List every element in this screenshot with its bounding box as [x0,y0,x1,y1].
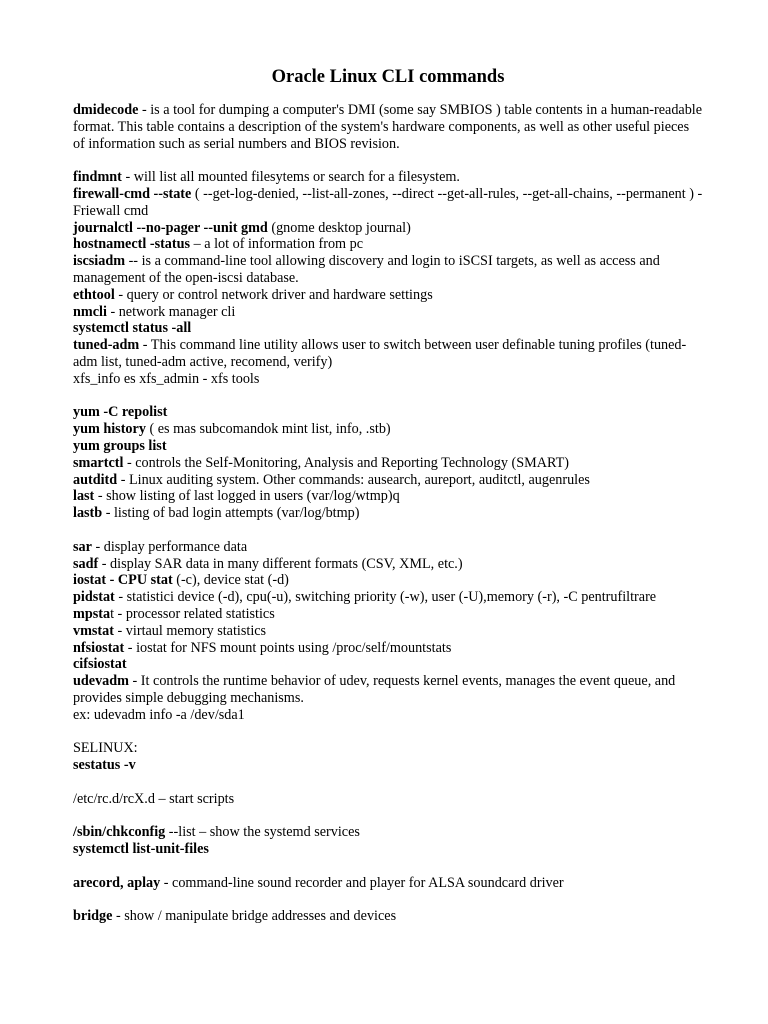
command-name: yum history [73,421,146,438]
command-name: systemctl list-unit-files [73,841,209,858]
command-description: - virtaul memory statistics [113,622,267,639]
document-paragraph [73,791,703,808]
command-description: - network manager cli [106,303,236,320]
paragraph-gap [73,858,703,875]
command-name: autditd [73,471,118,488]
command-description: (gnome desktop journal) [267,219,411,236]
document-paragraph [73,169,703,186]
command-description: xfs_info es xfs_admin - xfs tools [73,370,260,387]
command-description: - will list all mounted filesytems or search for a filesystem. [121,169,460,186]
command-description: - controls the Self-Monitoring, Analysis and Reporting Technology (SMART) [123,454,569,471]
document-paragraph [73,505,703,522]
document-paragraph [73,186,703,220]
paragraph-gap [73,388,703,405]
document-paragraph [73,421,703,438]
command-name: dmidecode [73,102,139,118]
document-title: Oracle Linux CLI commands [271,67,505,87]
document-paragraph [73,287,703,304]
command-description: - is a tool for dumping a computer's DMI (some say SMBIOS ) table contents in a human-readable format. This table contains a description of the system's hardware components, as well as other useful pieces of information such as serial numbers and BIOS revision. [73,102,703,152]
document-paragraph [73,875,703,892]
paragraph-gap [73,152,703,169]
paragraph-gap [73,807,703,824]
document-paragraph [73,740,703,757]
command-name: arecord, aplay [73,874,161,891]
command-description: -- is a command-line tool allowing discovery and login to iSCSI targets, as well as access and management of the open-iscsi database. [73,253,660,286]
command-description: - listing of bad login attempts (var/log/btmp) [102,505,360,522]
command-name: sestatus -v [73,757,136,774]
command-description: - This command line utility allows user to switch between user definable tuning profiles (tuned-adm list, tuned-adm active, recomend, verify) [73,337,687,370]
document-paragraph [73,623,703,640]
document-paragraph [73,320,703,337]
command-name: yum groups list [73,437,167,454]
document-paragraph [73,337,703,371]
document-paragraph [73,757,703,774]
document-paragraph [73,371,703,388]
command-description: ( es mas subcomandok mint list, info, .stb) [145,421,391,438]
command-description: - display SAR data in many different formats (CSV, XML, etc.) [98,555,463,572]
command-description: - iostat for NFS mount points using /proc/self/mountstats [124,639,452,656]
document-page [73,66,703,925]
document-paragraph [73,640,703,657]
document-paragraph [73,438,703,455]
document-body [73,102,703,925]
command-name: udevadm [73,673,129,690]
command-name: sar [73,538,92,555]
document-paragraph [73,236,703,253]
command-description: - query or control network driver and hardware settings [114,286,433,303]
command-name: sadf [73,555,99,572]
document-paragraph [73,253,703,287]
document-paragraph [73,606,703,623]
document-paragraph [73,572,703,589]
command-name: smartctl [73,454,124,471]
command-name: nfsiostat [73,639,125,656]
command-description: - statistici device (-d), cpu(-u), switching priority (-w), user (-U),memory (-r), -C pentrufiltrare [114,589,657,606]
command-description: /etc/rc.d/rcX.d – start scripts [73,790,235,807]
document-paragraph [73,488,703,505]
document-paragraph [73,404,703,421]
command-description: - It controls the runtime behavior of udev, requests kernel events, manages the event queue, and provides simple debugging mechanisms. [73,673,676,706]
command-description: SELINUX: [73,740,138,757]
document-paragraph [73,908,703,925]
document-paragraph [73,841,703,858]
paragraph-gap [73,522,703,539]
command-description: (-c), device stat (-d) [172,572,289,589]
document-paragraph [73,220,703,237]
command-name: hostnamectl -status [73,236,191,253]
command-description: - show listing of last logged in users (var/log/wtmp)q [94,488,400,505]
document-paragraph [73,656,703,673]
command-name: yum -C repolist [73,404,168,421]
command-name: lastb [73,505,103,522]
document-paragraph [73,102,703,152]
command-name: /sbin/chkconfig [73,824,166,841]
command-description: ( --get-log-denied, --list-all-zones, --direct --get-all-rules, --get-all-chains, --permanent ) - Friewall cmd [73,185,703,219]
command-name: nmcli [73,303,107,320]
document-paragraph [73,556,703,573]
command-name: pidstat [73,589,115,606]
document-paragraph [73,824,703,841]
command-name: journalctl --no-pager --unit gmd [73,219,268,236]
command-name: mpsta [73,605,111,622]
command-name: iscsiadm [73,253,126,270]
command-description: - display performance data [91,538,248,555]
document-paragraph [73,472,703,489]
document-paragraph [73,539,703,556]
command-description: - show / manipulate bridge addresses and devices [112,908,397,925]
document-paragraph [73,589,703,606]
command-name: vmstat [73,622,114,639]
command-description: - command-line sound recorder and player for ALSA soundcard driver [160,874,564,891]
paragraph-gap [73,774,703,791]
command-name: findmnt [73,169,122,186]
paragraph-gap [73,891,703,908]
command-description: ex: udevadm info -a /dev/sda1 [73,706,245,723]
paragraph-gap [73,723,703,740]
command-description: – a lot of information from pc [190,236,364,253]
command-name: bridge [73,908,113,925]
document-paragraph [73,707,703,724]
command-name: last [73,488,95,505]
command-description: t - processor related statistics [110,605,275,622]
command-name: iostat - CPU stat [73,572,173,589]
command-description: --list – show the systemd services [165,824,360,841]
command-name: firewall-cmd --state [73,185,192,202]
command-description: - Linux auditing system. Other commands: ausearch, aureport, auditctl, augenrules [117,471,590,488]
command-name: ethtool [73,286,115,303]
command-name: tuned-adm [73,337,140,354]
command-name: cifsiostat [73,656,127,673]
document-paragraph [73,304,703,321]
document-paragraph [73,455,703,472]
document-paragraph [73,673,703,707]
command-name: systemctl status -all [73,320,192,337]
